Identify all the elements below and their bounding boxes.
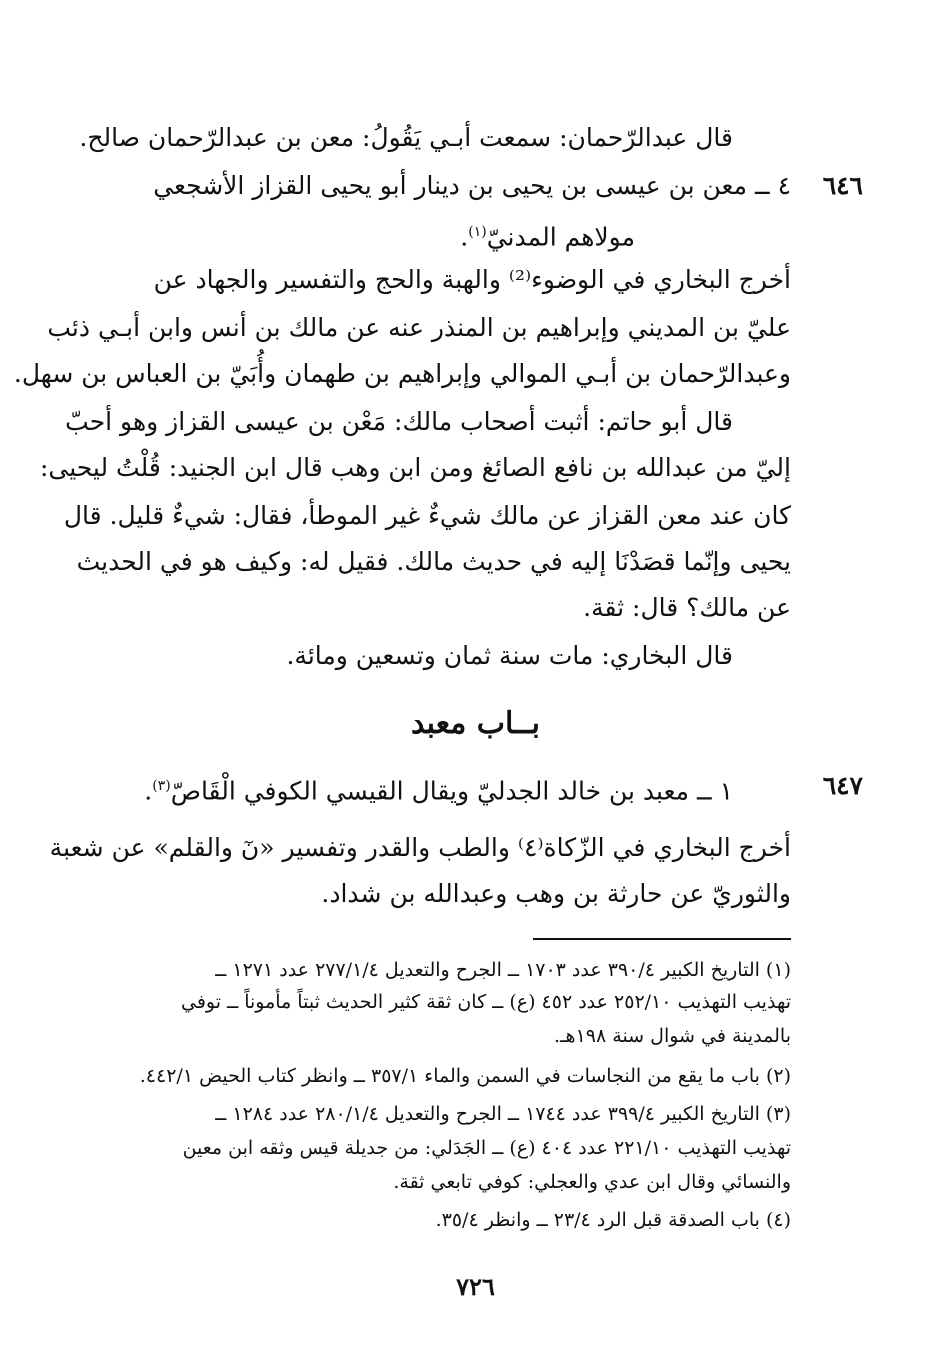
paragraph-line: والثوريّ عن حارثة بن وهب وعبدالله بن شداد. (321, 879, 791, 908)
paragraph-line: قال البخاري: مات سنة ثمان وتسعين ومائة. (286, 641, 733, 670)
footnote-line: تهذيب التهذيب ٢٥٢/١٠ عدد ٤٥٢ (ع) ــ كان ثقة كثير الحديث ثبتاً مأموناً ــ توفي (181, 991, 791, 1013)
entry-number: ٦٤٧ (822, 771, 863, 800)
footnote-line: والنسائي وقال ابن عدي والعجلي: كوفي تابعي ثقة. (393, 1171, 791, 1193)
section-heading: بــاب معبد (410, 706, 541, 741)
footnote-separator (533, 938, 791, 940)
footnote-line: تهذيب التهذيب ٢٢١/١٠ عدد ٤٠٤ (ع) ــ الجَدَلي: من جديلة قيس وثقه ابن معين (182, 1137, 791, 1159)
entry-heading-line: ٤ ــ معن بن عيسى بن يحيى بن دينار أبو يحيى القزاز الأشجعي (153, 171, 791, 200)
page-number: ٧٢٦ (456, 1272, 495, 1301)
paragraph-line: أخرج البخاري في الوضوء⁽²⁾ والهبة والحج والتفسير والجهاد عن (153, 265, 791, 294)
paragraph-line: يحيى وإنّما قصَدْنَا إليه في حديث مالك. فقيل له: وكيف هو في الحديث (76, 547, 791, 576)
paragraph-line: أخرج البخاري في الزّكاة⁽٤⁾ والطب والقدر وتفسير «نٓ والقلم» عن شعبة (49, 833, 791, 862)
entry-number: ٦٤٦ (822, 171, 863, 200)
footnote-line: (٢) باب ما يقع من النجاسات في السمن والماء ٣٥٧/١ ــ وانظر كتاب الحيض ٤٤٢/١. (139, 1065, 791, 1087)
paragraph-line: عن مالك؟ قال: ثقة. (583, 593, 791, 622)
footnote-line: (٤) باب الصدقة قبل الرد ٢٣/٤ ــ وانظر ٣٥/٤. (435, 1209, 791, 1231)
paragraph-line: كان عند معن القزاز عن مالك شيءٌ غير الموطأ، فقال: شيءٌ قليل. قال (63, 501, 791, 530)
entry-heading-line-2: مولاهم المدنيّ$^{(١)}$. (460, 222, 635, 252)
entry-heading-line: ١ ــ معبد بن خالد الجدليّ ويقال القيسي الكوفي الْقَاصّ$^{(٣)}$. (144, 776, 733, 806)
footnote-line: (١) التاريخ الكبير ٣٩٠/٤ عدد ١٧٠٣ ــ الجرح والتعديل ٢٧٧/١/٤ عدد ١٢٧١ ــ (215, 959, 791, 981)
footnote-ref: (١) (468, 224, 487, 240)
text-line: قال عبدالرّحمان: سمعت أبـي يَقُولُ: معن بن عبدالرّحمان صالح. (79, 123, 733, 152)
footnote-line: (٣) التاريخ الكبير ٣٩٩/٤ عدد ١٧٤٤ ــ الجرح والتعديل ٢٨٠/١/٤ عدد ١٢٨٤ ــ (215, 1103, 791, 1125)
paragraph-line: قال أبو حاتم: أثبت أصحاب مالك: مَعْن بن عيسى القزاز وهو أحبّ (65, 407, 733, 436)
paragraph-line: إليّ من عبدالله بن نافع الصائغ ومن ابن وهب قال ابن الجنيد: قُلْتُ ليحيى: (39, 453, 791, 482)
paragraph-line: وعبدالرّحمان بن أبـي الموالي وإبراهيم بن طهمان وأُبَيّ بن العباس بن سهل. (13, 359, 791, 388)
paragraph-line: عليّ بن المديني وإبراهيم بن المنذر عنه عن مالك بن أنس وابن أبـي ذئب (47, 313, 791, 342)
footnote-line: بالمدينة في شوال سنة ١٩٨هـ. (553, 1025, 791, 1047)
footnote-ref: (٣) (152, 778, 171, 794)
